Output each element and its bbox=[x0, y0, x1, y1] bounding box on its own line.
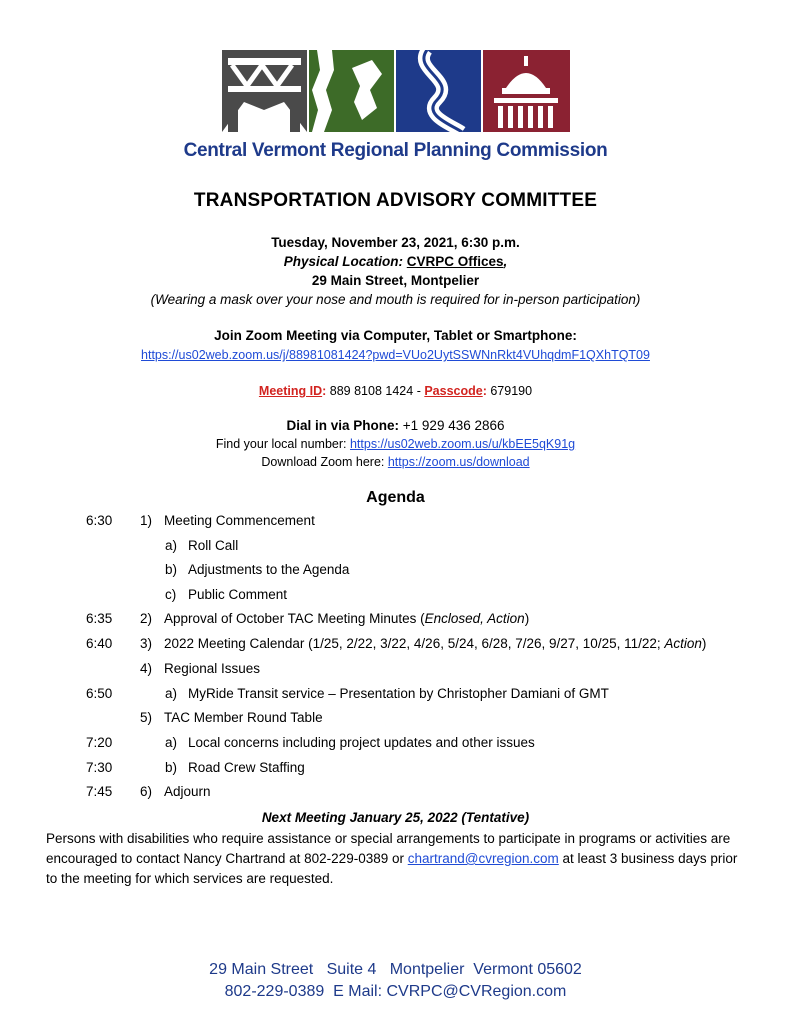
meeting-datetime: Tuesday, November 23, 2021, 6:30 p.m. bbox=[271, 235, 520, 250]
passcode-label: Passcode bbox=[424, 384, 483, 398]
zoom-url[interactable]: https://us02web.zoom.us/j/88981081424?pwd=VUo2UytSSWNnRkt4VUhqdmF1QXhTQT09 bbox=[141, 348, 650, 362]
footer-contact: 802-229-0389 E Mail: CVRPC@CVRegion.com bbox=[224, 983, 567, 1000]
disability-notice: Persons with disabilities who require assistance or special arrangements to participate in programs or activities are encouraged to contact Nancy Chartrand at 802-229-0389 or chartrand@cvregion.com at least 3 business days prior to the meeting for which services are requested. bbox=[46, 831, 738, 886]
cvrpc-logo bbox=[222, 50, 570, 132]
vermont-map-icon bbox=[309, 50, 394, 132]
zoom-heading: Join Zoom Meeting via Computer, Tablet or Smartphone: bbox=[214, 328, 577, 343]
meeting-address: 29 Main Street, Montpelier bbox=[311, 273, 480, 288]
page-title: TRANSPORTATION ADVISORY COMMITTEE bbox=[193, 190, 598, 211]
meeting-id-line: Meeting ID: 889 8108 1424 - Passcode: 679190 bbox=[258, 384, 533, 398]
location-link[interactable]: CVRPC Offices bbox=[406, 254, 504, 269]
meeting-id-label: Meeting ID bbox=[258, 384, 323, 398]
download-label: Download Zoom here: bbox=[261, 455, 385, 469]
organization-name: Central Vermont Regional Planning Commission bbox=[183, 140, 608, 161]
dial-in-line bbox=[0, 417, 791, 435]
meeting-id: 889 8108 1424 bbox=[329, 384, 414, 398]
next-meeting: Next Meeting January 25, 2022 (Tentative) bbox=[261, 810, 530, 825]
local-number-line bbox=[0, 435, 791, 453]
mask-note: (Wearing a mask over your nose and mouth is required for in-person participation) bbox=[150, 292, 641, 307]
dial-number: +1 929 436 2866 bbox=[402, 418, 505, 433]
dial-label: Dial in via Phone: bbox=[286, 418, 400, 433]
location-label: Physical Location: bbox=[283, 254, 403, 269]
agenda-heading: Agenda bbox=[366, 489, 425, 506]
passcode: 679190 bbox=[490, 384, 533, 398]
physical-location: Physical Location: CVRPC Offices, bbox=[283, 254, 508, 269]
local-number-url[interactable]: https://us02web.zoom.us/u/kbEE5qK91g bbox=[349, 437, 576, 451]
zoom-link[interactable] bbox=[0, 346, 791, 364]
capitol-icon bbox=[483, 50, 570, 132]
contact-email-link[interactable]: chartrand@cvregion.com bbox=[407, 851, 559, 866]
road-icon bbox=[396, 50, 481, 132]
bridge-icon bbox=[222, 50, 307, 132]
footer-address: 29 Main Street Suite 4 Montpelier Vermont 05602 bbox=[209, 961, 582, 978]
download-url[interactable]: https://zoom.us/download bbox=[387, 455, 530, 469]
download-line bbox=[0, 453, 791, 471]
local-number-label: Find your local number: bbox=[215, 437, 347, 451]
